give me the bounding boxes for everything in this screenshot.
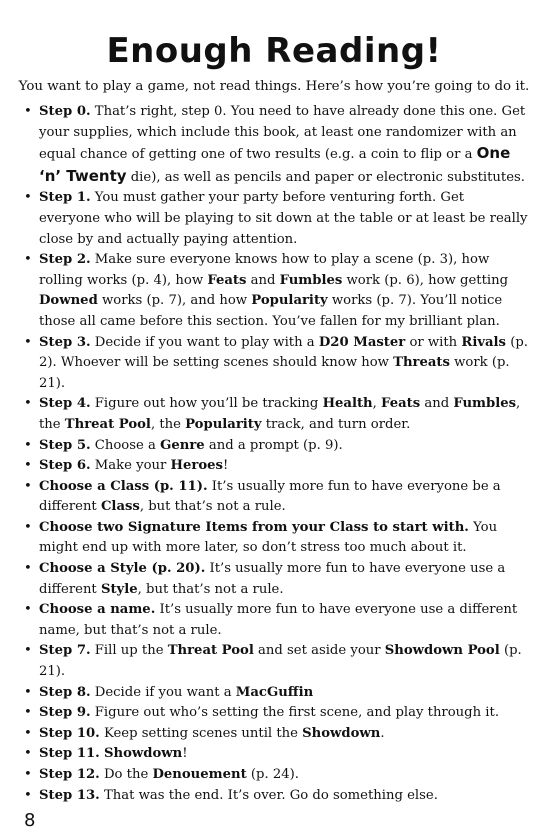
step-text: Decide if you want a [90,684,236,700]
step-text: , but that’s not a rule. [137,581,284,597]
game-name: One ‘n’ Twenty [39,144,511,185]
bold-term: Threat Pool [64,416,151,432]
page-number: 8 [24,810,36,831]
step-text: Figure out who’s setting the first scene, and play through it. [90,705,500,721]
step-item [24,188,528,250]
step-text: and a prompt (p. 9). [204,437,343,453]
step-item [24,786,528,807]
bold-term: D20 Master [318,334,406,350]
step-text: ! [182,746,188,762]
step-item [24,518,528,559]
bold-term: Showdown [302,725,381,741]
step-item [24,477,528,518]
step-text: works (p. 7), and how [97,293,252,309]
step-text: or with [405,334,462,350]
step-item [24,333,528,395]
step-text: Do the [99,767,153,782]
step-text: work (p. 6), how getting [342,272,509,288]
step-text: You might end up with more later, so don’t stress too much about it. [39,519,498,556]
step-item [24,744,528,765]
step-lead: Step 8. [39,684,91,700]
intro-text: You want to play a game, not read things. Here’s how you’re going to do it. [18,79,530,95]
step-text: work (p. 21). [39,355,510,391]
step-text: Decide if you want to play with a [90,334,319,350]
bold-term: MacGuffin [235,684,314,700]
step-text: and set aside your [253,643,385,659]
bold-term: Downed [39,293,98,309]
step-lead: Step 11. [39,746,100,762]
step-lead: Step 10. [39,725,100,741]
step-lead: Choose two Signature Items from your Class to start with. [39,519,469,535]
step-lead: Step 4. [39,396,91,412]
step-text: Choose a [90,437,161,453]
step-text: That was the end. It’s over. Go do something else. [99,787,438,803]
step-lead: Step 13. [39,787,100,803]
bold-term: Threat Pool [167,643,254,659]
page-title: Enough Reading! [106,30,442,71]
bold-term: Popularity [251,293,328,309]
step-text: , but that’s not a rule. [139,499,286,515]
step-text: That’s right, step 0. You need to have already done this one. Get your supplies, which include this book, at least one randomizer with an equal chance of getting one of two results (e.g. a coin to flip or a [39,104,526,163]
bold-term: Popularity [185,416,262,432]
step-text: , [372,396,382,412]
step-text: It’s usually more fun to have everyone use a different [39,561,506,597]
step-lead: Choose a name. [39,602,156,618]
step-text: Fill up the [90,643,168,659]
step-lead: Choose a Style (p. 20). [39,561,206,577]
step-text: Figure out how you’ll be tracking [90,396,323,412]
step-lead: Step 1. [39,190,91,206]
bold-term: Feats [381,396,421,412]
step-item [24,456,528,477]
step-text: (p. 2). Whoever will be setting scenes should know how [39,334,528,371]
step-lead: Step 7. [39,643,91,659]
bold-term: Rivals [461,334,506,350]
step-lead: Step 6. [39,458,91,474]
step-item [24,683,528,704]
step-lead: Step 12. [39,767,100,782]
step-text: and [246,272,280,288]
bold-term: Fumbles [279,272,343,288]
bold-term: Showdown [103,746,183,762]
bold-term: Class [100,499,140,515]
step-lead: Step 2. [39,252,91,268]
step-text: ! [222,458,229,474]
step-text: and [420,396,454,412]
step-text: works (p. 7). You’ll notice those all came before this section. You’ve fallen for my brilliant plan. [39,293,503,329]
step-item [24,600,528,641]
bold-term: Feats [207,272,247,288]
step-lead: Step 5. [39,437,91,453]
step-item [24,250,528,332]
step-lead: Choose a Class (p. 11). [39,478,208,494]
step-item [24,394,528,435]
step-text: track, and turn order. [261,416,411,432]
bold-term: Fumbles [453,396,517,412]
step-text: Keep setting scenes until the [99,725,303,741]
bold-term: Health [322,396,373,412]
step-text: (p. 24). [246,767,299,782]
bold-term: Denouement [152,767,247,782]
step-item [24,724,528,745]
step-text: Make your [90,458,171,474]
bold-term: Showdown Pool [384,643,500,659]
step-item [24,703,528,724]
step-text: It’s usually more fun to have everyone use a different name, but that’s not a rule. [39,602,518,638]
step-lead: Step 3. [39,334,91,350]
step-text: Make sure everyone knows how to play a scene (p. 3), how rolling works (p. 4), how [39,252,490,288]
bold-term: Genre [160,437,205,453]
step-text: It’s usually more fun to have everyone be a different [39,478,501,515]
step-text: , the [150,416,186,432]
step-lead: Step 9. [39,705,91,721]
step-lead: Step 0. [39,104,91,119]
step-item [24,641,528,682]
step-item [24,559,528,600]
bold-term: Threats [393,355,450,371]
step-text: . [380,725,385,741]
step-text: die), as well as pencils and paper or electronic substitutes. [126,169,525,185]
step-text: (p. 21). [39,643,522,680]
bold-term: Style [100,581,138,597]
step-text: , the [39,396,521,432]
step-item [24,765,528,786]
step-item [24,436,528,457]
step-text: You must gather your party before venturing forth. Get everyone who will be playing to sit down at the table or at least be really close by and actually paying attention. [39,190,528,247]
steps-list [24,102,528,806]
bold-term: Heroes [170,458,223,474]
step-item [24,102,528,188]
